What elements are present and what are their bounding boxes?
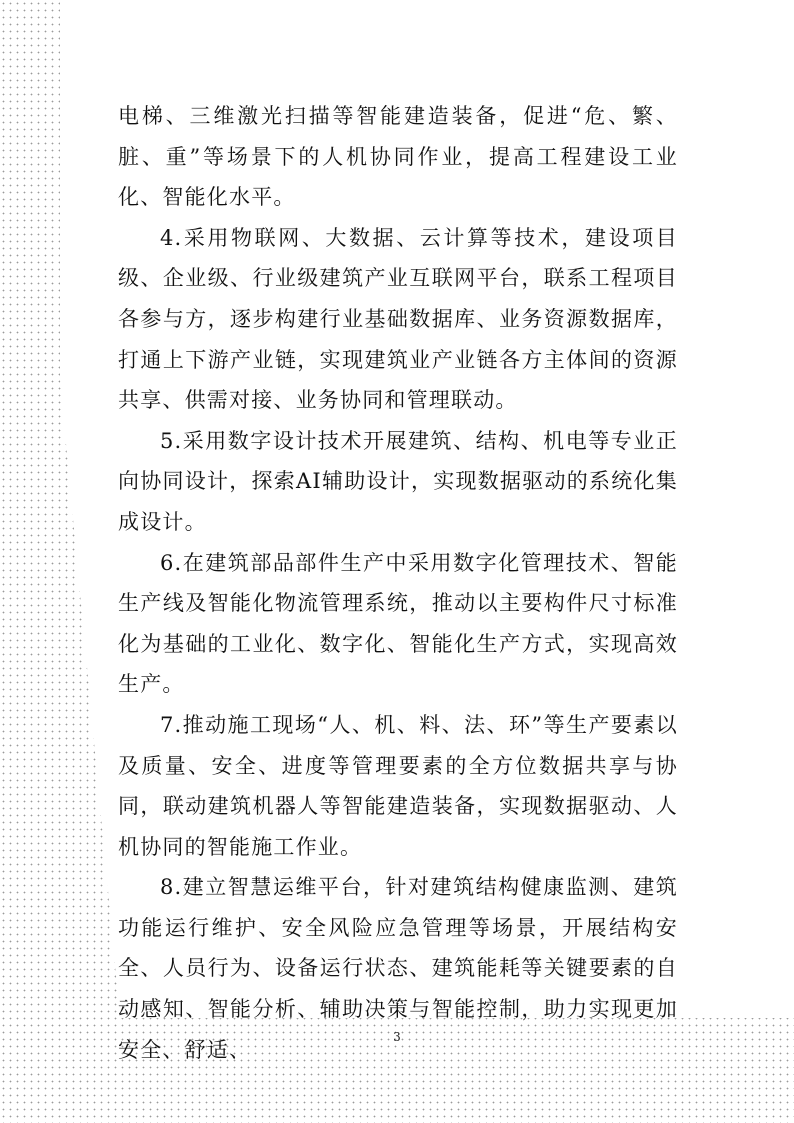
paragraph-item-7: 7.推动施工现场“人、机、料、法、环”等生产要素以及质量、安全、进度等管理要素的全方位数据共享与协同，联动建筑机器人等智能建造装备，实现数据驱动、人机协同的智能施工作业。: [118, 712, 678, 859]
page-number: 3: [393, 1030, 401, 1044]
paragraph-item-5: 5.采用数字设计技术开展建筑、结构、机电等专业正向协同设计，探索AI辅助设计，实现数据驱动的系统化集成设计。: [118, 428, 678, 534]
paragraph-continued: 电梯、三维激光扫描等智能建造装备，促进“危、繁、脏、重”等场景下的人机协同作业，提高工程建设工业化、智能化水平。: [118, 104, 678, 210]
paragraph-item-8: 8.建立智慧运维平台，针对建筑结构健康监测、建筑功能运行维护、安全风险应急管理等场景，开展结构安全、人员行为、设备运行状态、建筑能耗等关键要素的自动感知、智能分析、辅助决策与智能控制，助力实现更加安全、舒适、: [118, 875, 678, 1062]
body-text: [118, 96, 678, 1070]
paragraph-item-4: 4.采用物联网、大数据、云计算等技术，建设项目级、企业级、行业级建筑产业互联网平台，联系工程项目各参与方，逐步构建行业基础数据库、业务资源数据库，打通上下游产业链，实现建筑业产业链各方主体间的资源共享、供需对接、业务协同和管理联动。: [118, 225, 678, 413]
paragraph-item-6: 6.在建筑部品部件生产中采用数字化管理技术、智能生产线及智能化物流管理系统，推动以主要构件尺寸标准化为基础的工业化、数字化、智能化生产方式，实现高效生产。: [118, 550, 678, 697]
